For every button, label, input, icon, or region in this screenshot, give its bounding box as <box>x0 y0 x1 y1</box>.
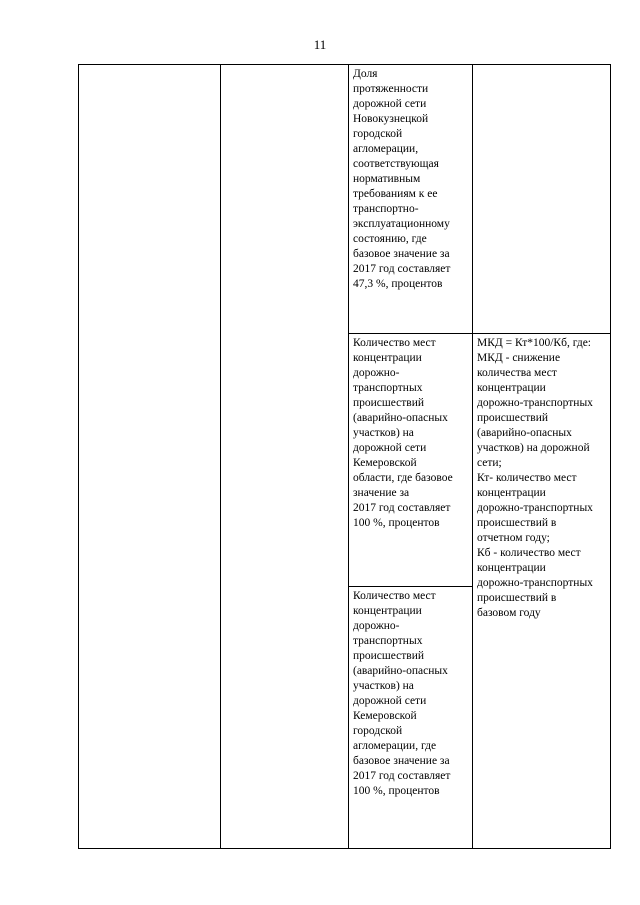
formula-text: МКД = Кт*100/Кб, где: МКД - снижение количества мест концентрации дорожно-транспортных происшествий (аварийно-опасных участков) на дорожной сети; Кт- количество мест концентрации дорожно-транспортных происшествий в отчетном году; Кб - количество мест концентрации дорожно-транспортных происшествий в базовом году <box>477 337 593 619</box>
formula-cell <box>473 334 611 849</box>
table-cell-empty <box>221 65 349 849</box>
page-number: 11 <box>313 37 327 52</box>
indicator-cell <box>349 65 473 334</box>
table-cell-empty <box>79 65 221 849</box>
indicator-cell <box>349 334 473 587</box>
indicator-text: Количество мест концентрации дорожно- транспортных происшествий (аварийно-опасных участков) на дорожной сети Кемеровской области, где базовое значение за 2017 год составляет 100 %, процентов <box>353 337 453 529</box>
indicator-cell <box>349 587 473 849</box>
indicators-table <box>78 64 611 849</box>
indicator-text: Доля протяженности дорожной сети Новокузнецкой городской агломерации, соответствующая нормативным требованиям к ее транспортно- эксплуатационному состоянию, где базовое значение за 2017 год составляет 47,3 %, процентов <box>353 68 451 290</box>
table-row <box>79 65 611 334</box>
formula-cell <box>473 65 611 334</box>
indicator-text: Количество мест концентрации дорожно- транспортных происшествий (аварийно-опасных участков) на дорожной сети Кемеровской городской агломерации, где базовое значение за 2017 год составляет 100 %, процентов <box>353 590 451 797</box>
